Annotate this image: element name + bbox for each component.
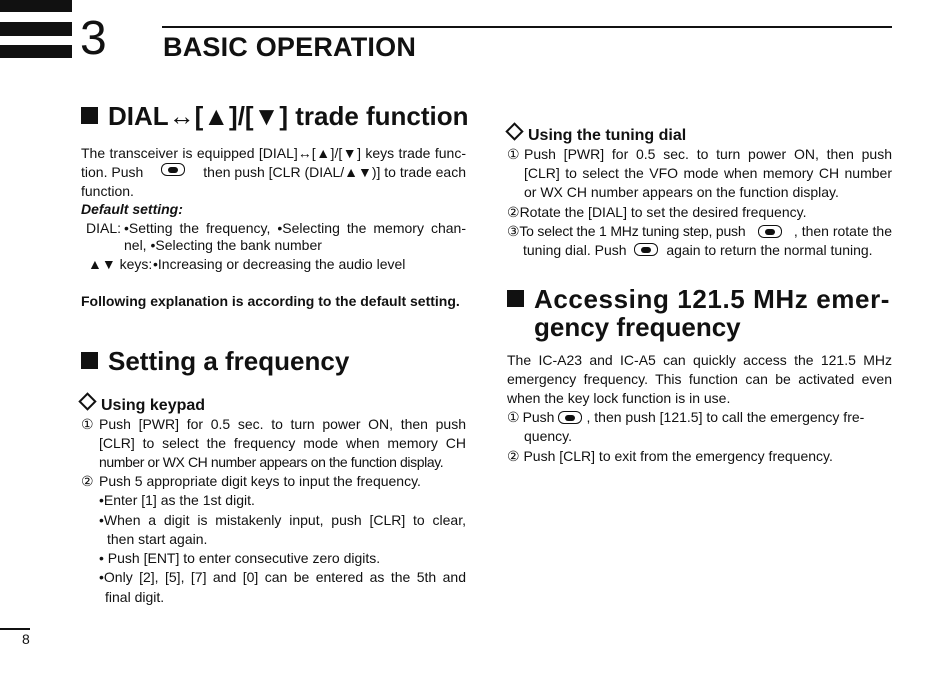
step-number: ① <box>507 409 520 425</box>
step-number: ② <box>507 204 520 220</box>
keypad-step-1: ① Push [PWR] for 0.5 sec. to turn power ON, then push [CLR] to select the frequency mode when memory CH number or WX CH number appears on the function display. <box>81 416 466 470</box>
dial-trade-heading: DIAL↔[▲]/[▼] trade function <box>81 102 469 130</box>
keypad-bullet: •When a digit is mistakenly input, push [CLR] to clear, <box>99 512 466 528</box>
default-explanation-note: Following explanation is according to the default setting. <box>81 293 460 309</box>
tuning-step-1: ① Push [PWR] for 0.5 sec. to turn power ON, then push [CLR] to select the VFO mode when memory CH number or WX CH number appears on the function display. <box>507 146 892 200</box>
chapter-number: 3 <box>80 12 107 65</box>
using-tuning-dial-heading: Using the tuning dial <box>505 125 686 146</box>
keypad-bullet-continued: then start again. <box>107 531 208 547</box>
emergency-step-2: ② Push [CLR] to exit from the emergency frequency. <box>507 448 833 464</box>
tuning-step-3: ③To select the 1 MHz tuning step, push , then rotate the tuning dial. Push again to return the normal tuning. <box>507 223 892 258</box>
dial-setting-value: •Setting the frequency, •Selecting the memory chan- <box>124 220 466 236</box>
step-number: ① <box>507 146 520 162</box>
function-key-icon <box>634 243 658 256</box>
keys-setting-value: •Increasing or decreasing the audio level <box>153 256 406 272</box>
emergency-frequency-heading: Accessing 121.5 MHz emer- gency frequency <box>507 285 897 341</box>
keypad-bullet: •Only [2], [5], [7] and [0] can be entered as the 5th and <box>99 569 466 585</box>
dial-setting-label: DIAL: <box>86 220 122 236</box>
header-rule <box>162 26 892 28</box>
function-key-icon <box>758 225 782 238</box>
step-number: ① <box>81 416 94 432</box>
page-number: 8 <box>22 631 30 647</box>
step-number: ② <box>507 448 520 464</box>
dial-intro-line: function. <box>81 183 134 199</box>
chapter-title: BASIC OPERATION <box>163 32 417 62</box>
setting-frequency-heading: Setting a frequency <box>81 347 349 375</box>
diamond-icon <box>78 392 96 410</box>
keypad-bullet-continued: final digit. <box>105 589 165 605</box>
function-key-icon <box>161 163 185 176</box>
keypad-bullet: •Enter [1] as the 1st digit. <box>99 492 255 508</box>
default-setting-label: Default setting: <box>81 201 183 217</box>
step-number: ② <box>81 473 94 489</box>
section-square-icon <box>507 290 524 307</box>
emergency-step-1: ① Push , then push [121.5] to call the emergency fre- quency. <box>507 409 865 444</box>
using-keypad-heading: Using keypad <box>78 395 205 416</box>
keypad-step-2: ② Push 5 appropriate digit keys to input the frequency. <box>81 473 421 489</box>
section-square-icon <box>81 107 98 124</box>
keys-setting-label: ▲▼ keys: <box>88 256 153 272</box>
step-number: ③ <box>507 223 520 239</box>
chapter-tab-marker <box>0 0 72 58</box>
diamond-icon <box>505 122 523 140</box>
dial-setting-value: nel, •Selecting the bank number <box>124 237 322 253</box>
emergency-intro: The IC-A23 and IC-A5 can quickly access the 121.5 MHz emergency frequency. This function can be activated even when the key lock function is in use. <box>507 352 892 406</box>
tuning-step-2: ②Rotate the [DIAL] to set the desired frequency. <box>507 204 807 220</box>
section-square-icon <box>81 352 98 369</box>
dial-intro <box>81 144 466 201</box>
keypad-bullet: • Push [ENT] to enter consecutive zero digits. <box>99 550 381 566</box>
function-key-icon <box>558 411 582 424</box>
dial-intro-line: tion. Push then push [CLR (DIAL/▲▼)] to trade each <box>81 164 466 180</box>
dial-intro-line: The transceiver is equipped [DIAL]↔[▲]/[▼] keys trade func- <box>81 145 466 161</box>
